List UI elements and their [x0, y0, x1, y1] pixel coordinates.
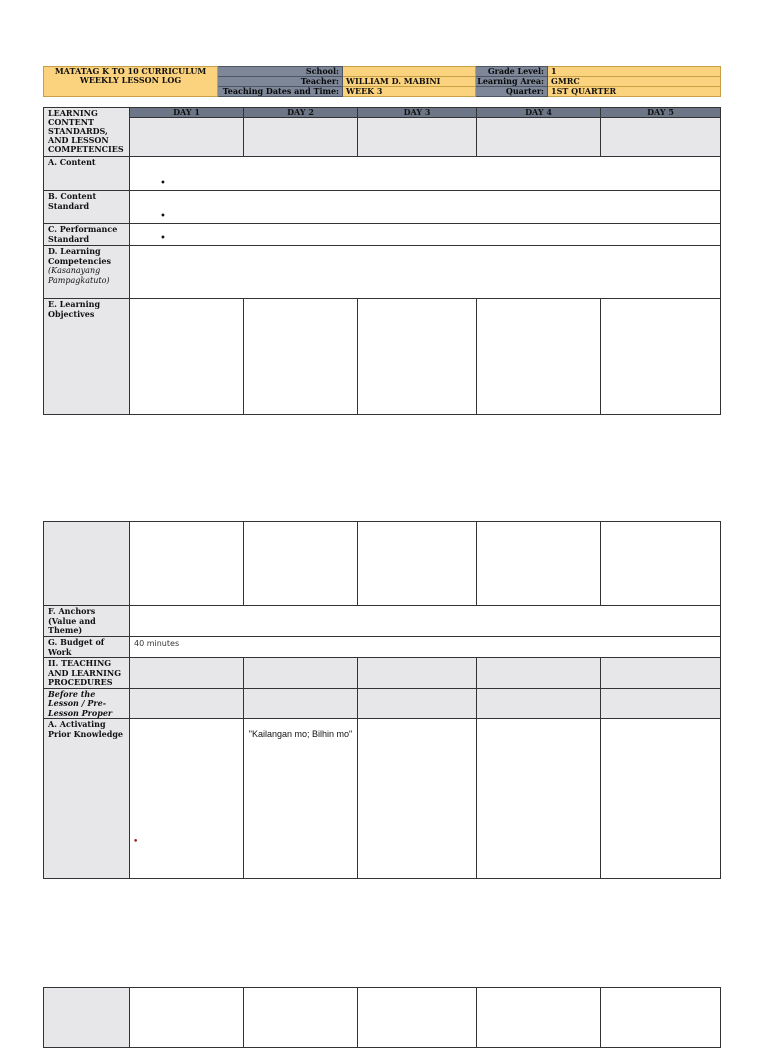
procedures-day-4 [477, 658, 601, 689]
day-4-header: DAY 4 [477, 108, 601, 118]
day-5-header: DAY 5 [601, 108, 721, 118]
before-day-3 [358, 688, 477, 719]
before-day-1 [130, 688, 244, 719]
day-3-header: DAY 3 [358, 108, 477, 118]
next-day-2 [244, 988, 358, 1048]
teaching-procedures-label: II. TEACHING AND LEARNING PROCEDURES [44, 658, 130, 689]
grade-level-label: Grade Level: [476, 67, 548, 77]
objectives-day-5 [601, 299, 721, 415]
anchors-cell [130, 606, 721, 637]
lesson-log-title [44, 67, 218, 97]
school-value [343, 67, 476, 77]
learning-competencies-cell [130, 246, 721, 299]
teacher-value: WILLIAM D. MABINI [343, 77, 476, 87]
before-day-4 [477, 688, 601, 719]
next-page-table [43, 987, 721, 1048]
content-bullet: • [160, 178, 166, 189]
day-1-header: DAY 1 [130, 108, 244, 118]
teaching-dates-label: Teaching Dates and Time: [218, 87, 343, 97]
day-1-cell [130, 118, 244, 157]
continued-day-3 [358, 522, 477, 606]
quarter-value: 1ST QUARTER [548, 87, 721, 97]
learning-content-head-label: LEARNING CONTENT STANDARDS, AND LESSON COMPETENCIES [44, 108, 130, 157]
budget-of-work-label: G. Budget of Work [44, 637, 130, 658]
grade-level-value: 1 [548, 67, 721, 77]
objectives-day-2 [244, 299, 358, 415]
content-label: A. Content [44, 157, 130, 191]
procedures-day-2 [244, 658, 358, 689]
content-standard-label: B. Content Standard [44, 191, 130, 224]
lesson-log-header [43, 66, 721, 97]
objectives-day-3 [358, 299, 477, 415]
activating-day-4 [477, 719, 601, 879]
procedures-table [43, 521, 721, 879]
performance-standard-label: C. Performance Standard [44, 224, 130, 246]
activating-day-5 [601, 719, 721, 879]
learning-competencies-label: D. Learning Competencies [48, 246, 111, 266]
learning-area-label: Learning Area: [476, 77, 548, 87]
day-2-cell [244, 118, 358, 157]
learning-objectives-label: E. Learning Objectives [44, 299, 130, 415]
quarter-label: Quarter: [476, 87, 548, 97]
day-2-header: DAY 2 [244, 108, 358, 118]
performance-standard-cell [130, 224, 721, 246]
day-5-cell [601, 118, 721, 157]
red-bullet: • [133, 837, 139, 847]
objectives-day-1 [130, 299, 244, 415]
budget-of-work-value: 40 minutes [130, 637, 721, 658]
performance-standard-bullet: • [160, 233, 166, 244]
procedures-day-1 [130, 658, 244, 689]
continued-day-5 [601, 522, 721, 606]
next-label-cell [44, 988, 130, 1048]
learning-area-value: GMRC [548, 77, 721, 87]
next-day-3 [358, 988, 477, 1048]
learning-competencies-label-cell [44, 246, 130, 299]
continued-day-1 [130, 522, 244, 606]
next-day-5 [601, 988, 721, 1048]
before-day-2 [244, 688, 358, 719]
teaching-dates-value: WEEK 3 [343, 87, 476, 97]
activating-day-3 [358, 719, 477, 879]
day-3-cell [358, 118, 477, 157]
continued-label-cell [44, 522, 130, 606]
anchors-label: F. Anchors (Value and Theme) [44, 606, 130, 637]
teacher-label: Teacher: [218, 77, 343, 87]
activating-day-2-note: "Kailangan mo; Bilhin mo" [244, 719, 358, 879]
before-day-5 [601, 688, 721, 719]
content-standard-bullet: • [160, 211, 166, 222]
learning-competencies-sub: (Kasanayang Pampagkatuto) [48, 266, 110, 285]
continued-day-2 [244, 522, 358, 606]
activating-prior-knowledge-label: A. Activating Prior Knowledge [44, 719, 130, 879]
learning-standards-table [43, 107, 721, 415]
next-day-1 [130, 988, 244, 1048]
title-line-2: WEEKLY LESSON LOG [79, 75, 182, 85]
before-lesson-label: Before the Lesson / Pre-Lesson Proper [44, 688, 130, 719]
procedures-day-3 [358, 658, 477, 689]
procedures-day-5 [601, 658, 721, 689]
continued-day-4 [477, 522, 601, 606]
next-day-4 [477, 988, 601, 1048]
activating-day-1 [130, 719, 244, 879]
title-line-1: MATATAG K TO 10 CURRICULUM [54, 66, 207, 76]
content-standard-cell [130, 191, 721, 224]
school-label: School: [218, 67, 343, 77]
content-cell [130, 157, 721, 191]
objectives-day-4 [477, 299, 601, 415]
day-4-cell [477, 118, 601, 157]
